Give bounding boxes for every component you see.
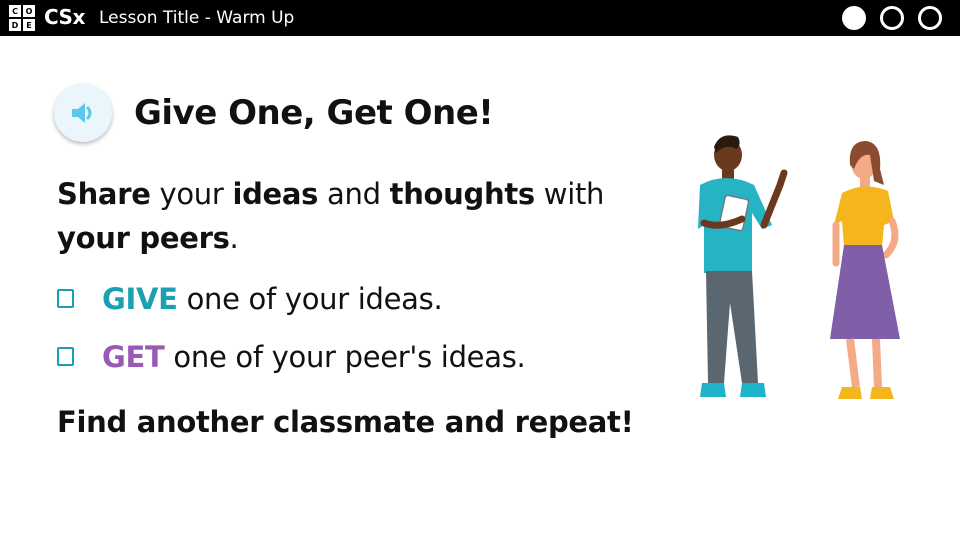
- bullet-get: [57, 340, 525, 374]
- intro-text-part: and: [318, 177, 390, 211]
- intro-text-part: with: [534, 177, 605, 211]
- bullet-text: one of your peer's ideas.: [164, 340, 526, 374]
- people-illustration: [680, 125, 920, 410]
- progress-dot-empty: [880, 6, 904, 30]
- progress-dot-filled: [842, 6, 866, 30]
- audio-button[interactable]: [54, 84, 112, 142]
- intro-thoughts: thoughts: [389, 177, 535, 211]
- give-keyword: GIVE: [102, 282, 178, 316]
- get-keyword: GET: [102, 340, 165, 374]
- checkbox-icon: [57, 347, 74, 366]
- logo-letter: D: [9, 19, 21, 31]
- woman-figure: [830, 141, 900, 399]
- code-logo: [9, 5, 35, 31]
- logo-letter: E: [23, 19, 35, 31]
- bullet-text: one of your ideas.: [177, 282, 443, 316]
- slide-title: Give One, Get One!: [134, 93, 494, 133]
- checkbox-icon: [57, 289, 74, 308]
- progress-dot-empty: [918, 6, 942, 30]
- header-bar: [0, 0, 960, 36]
- intro-share: Share: [57, 177, 151, 211]
- logo-letter: O: [23, 5, 35, 17]
- intro-text: [57, 172, 657, 260]
- logo-letter: C: [9, 5, 21, 17]
- intro-your-peers: your peers: [57, 221, 230, 255]
- closing-text: Find another classmate and repeat!: [57, 405, 634, 439]
- brand-name: CSx: [44, 5, 85, 29]
- intro-text-part: your: [150, 177, 233, 211]
- intro-ideas: ideas: [232, 177, 319, 211]
- speaker-icon: [69, 99, 97, 127]
- bullet-give: [57, 282, 442, 316]
- man-figure: [698, 135, 784, 397]
- intro-period: .: [229, 221, 239, 255]
- lesson-title: Lesson Title - Warm Up: [99, 8, 295, 28]
